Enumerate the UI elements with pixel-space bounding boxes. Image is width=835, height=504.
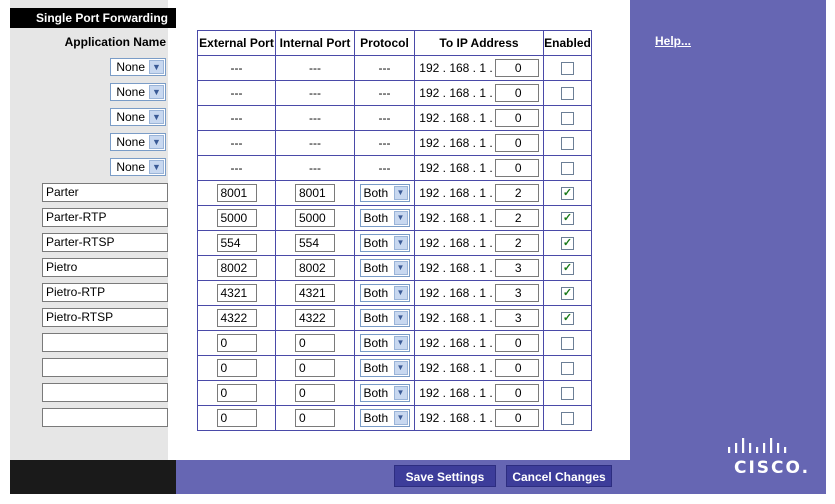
- table-row: [198, 206, 592, 231]
- ip-prefix: 192 . 168 . 1 .: [419, 311, 493, 325]
- external-port-input[interactable]: 8001: [217, 184, 257, 202]
- application-name-input[interactable]: Pietro: [42, 258, 168, 277]
- internal-port-input[interactable]: 8001: [295, 184, 335, 202]
- external-port-input[interactable]: 0: [217, 384, 257, 402]
- table-row: [198, 131, 592, 156]
- internal-port-input[interactable]: 554: [295, 234, 335, 252]
- external-port-cell: [198, 281, 276, 306]
- application-name-input[interactable]: Pietro-RTSP: [42, 308, 168, 327]
- external-port-cell: ---: [198, 131, 276, 156]
- protocol-select[interactable]: Both ▼: [360, 359, 410, 377]
- protocol-select[interactable]: Both ▼: [360, 184, 410, 202]
- help-link[interactable]: Help...: [655, 34, 692, 48]
- internal-port-cell: [276, 331, 355, 356]
- enabled-checkbox[interactable]: [561, 137, 574, 150]
- enabled-checkbox[interactable]: [561, 362, 574, 375]
- column-header-external-port: External Port: [198, 31, 276, 56]
- protocol-select[interactable]: Both ▼: [360, 284, 410, 302]
- ip-cell: [415, 81, 544, 106]
- protocol-cell: ---: [355, 156, 415, 181]
- ip-cell: [415, 206, 544, 231]
- internal-port-cell: ---: [276, 131, 355, 156]
- application-name-input[interactable]: Parter-RTSP: [42, 233, 168, 252]
- ip-prefix: 192 . 168 . 1 .: [419, 261, 493, 275]
- application-select[interactable]: None ▼: [110, 58, 166, 76]
- enabled-checkbox[interactable]: [561, 412, 574, 425]
- ip-last-octet-input[interactable]: 2: [495, 184, 539, 202]
- ip-cell: [415, 131, 544, 156]
- chevron-down-icon: ▼: [394, 311, 408, 325]
- application-name-input[interactable]: [42, 408, 168, 427]
- table-row: [198, 56, 592, 81]
- ip-cell: [415, 56, 544, 81]
- internal-port-cell: [276, 406, 355, 431]
- table-row: [198, 181, 592, 206]
- table-row: [198, 356, 592, 381]
- application-name-input[interactable]: [42, 358, 168, 377]
- internal-port-input[interactable]: 0: [295, 334, 335, 352]
- external-port-cell: [198, 231, 276, 256]
- ip-prefix: 192 . 168 . 1 .: [419, 161, 493, 175]
- ip-last-octet-input[interactable]: 2: [495, 234, 539, 252]
- table-row: [198, 81, 592, 106]
- chevron-down-icon: ▼: [149, 60, 164, 74]
- help-panel: [630, 0, 826, 460]
- ip-prefix: 192 . 168 . 1 .: [419, 336, 493, 350]
- internal-port-input[interactable]: 4322: [295, 309, 335, 327]
- external-port-input[interactable]: 4322: [217, 309, 257, 327]
- chevron-down-icon: ▼: [394, 361, 408, 375]
- enabled-cell: [544, 81, 592, 106]
- external-port-cell: [198, 406, 276, 431]
- section-title: Single Port Forwarding: [10, 8, 176, 28]
- protocol-cell: [355, 381, 415, 406]
- internal-port-input[interactable]: 0: [295, 409, 335, 427]
- enabled-checkbox[interactable]: ✓: [562, 287, 573, 300]
- external-port-cell: [198, 356, 276, 381]
- enabled-cell: [544, 231, 592, 256]
- enabled-cell: [544, 281, 592, 306]
- internal-port-input[interactable]: 8002: [295, 259, 335, 277]
- enabled-checkbox[interactable]: [561, 387, 574, 400]
- external-port-cell: ---: [198, 81, 276, 106]
- enabled-checkbox[interactable]: [561, 337, 574, 350]
- external-port-input[interactable]: 4321: [217, 284, 257, 302]
- ip-last-octet-input[interactable]: 0: [495, 359, 539, 377]
- enabled-checkbox[interactable]: ✓: [562, 312, 573, 325]
- internal-port-cell: [276, 381, 355, 406]
- enabled-cell: [544, 181, 592, 206]
- enabled-checkbox[interactable]: [561, 162, 574, 175]
- enabled-cell: [544, 256, 592, 281]
- protocol-cell: [355, 206, 415, 231]
- table-row: [198, 106, 592, 131]
- ip-last-octet-input[interactable]: 0: [495, 59, 539, 77]
- application-name-heading: Application Name: [64, 35, 166, 49]
- internal-port-cell: [276, 356, 355, 381]
- enabled-checkbox[interactable]: ✓: [562, 212, 573, 225]
- protocol-select[interactable]: Both ▼: [360, 234, 410, 252]
- ip-last-octet-input[interactable]: 0: [495, 134, 539, 152]
- ip-cell: [415, 256, 544, 281]
- ip-prefix: 192 . 168 . 1 .: [419, 236, 493, 250]
- application-name-input[interactable]: Parter-RTP: [42, 208, 168, 227]
- enabled-checkbox[interactable]: [561, 62, 574, 75]
- column-header-enabled: Enabled: [544, 31, 592, 56]
- protocol-cell: [355, 231, 415, 256]
- table-row: [198, 281, 592, 306]
- enabled-cell: [544, 406, 592, 431]
- table-row: [198, 381, 592, 406]
- internal-port-cell: [276, 256, 355, 281]
- protocol-cell: [355, 331, 415, 356]
- ip-cell: [415, 181, 544, 206]
- enabled-cell: [544, 56, 592, 81]
- chevron-down-icon: ▼: [394, 236, 408, 250]
- chevron-down-icon: ▼: [394, 336, 408, 350]
- table-header-row: [198, 31, 592, 56]
- chevron-down-icon: ▼: [149, 160, 164, 174]
- internal-port-input[interactable]: 0: [295, 384, 335, 402]
- ip-cell: [415, 231, 544, 256]
- ip-prefix: 192 . 168 . 1 .: [419, 411, 493, 425]
- table-row: [198, 406, 592, 431]
- table-row: [198, 231, 592, 256]
- ip-last-octet-input[interactable]: 0: [495, 334, 539, 352]
- footer-left: [10, 460, 176, 494]
- cancel-changes-button[interactable]: Cancel Changes: [506, 465, 612, 487]
- internal-port-cell: [276, 231, 355, 256]
- ip-cell: [415, 156, 544, 181]
- enabled-cell: [544, 206, 592, 231]
- ip-cell: [415, 281, 544, 306]
- external-port-cell: ---: [198, 106, 276, 131]
- ip-last-octet-input[interactable]: 3: [495, 259, 539, 277]
- application-select[interactable]: None ▼: [110, 158, 166, 176]
- chevron-down-icon: ▼: [394, 286, 408, 300]
- external-port-cell: [198, 181, 276, 206]
- ip-last-octet-input[interactable]: 0: [495, 409, 539, 427]
- ip-last-octet-input[interactable]: 3: [495, 284, 539, 302]
- protocol-cell: [355, 281, 415, 306]
- external-port-cell: [198, 256, 276, 281]
- save-settings-button[interactable]: Save Settings: [394, 465, 496, 487]
- ip-last-octet-input[interactable]: 2: [495, 209, 539, 227]
- protocol-cell: [355, 406, 415, 431]
- chevron-down-icon: ▼: [149, 110, 164, 124]
- application-name-input[interactable]: [42, 383, 168, 402]
- ip-prefix: 192 . 168 . 1 .: [419, 136, 493, 150]
- protocol-select[interactable]: Both ▼: [360, 409, 410, 427]
- ip-prefix: 192 . 168 . 1 .: [419, 211, 493, 225]
- column-header-protocol: Protocol: [355, 31, 415, 56]
- application-select[interactable]: None ▼: [110, 83, 166, 101]
- ip-last-octet-input[interactable]: 0: [495, 159, 539, 177]
- panel-divider: [168, 0, 176, 460]
- ip-last-octet-input[interactable]: 3: [495, 309, 539, 327]
- external-port-input[interactable]: 8002: [217, 259, 257, 277]
- protocol-select[interactable]: Both ▼: [360, 334, 410, 352]
- external-port-cell: ---: [198, 56, 276, 81]
- ip-last-octet-input[interactable]: 0: [495, 384, 539, 402]
- application-name-input[interactable]: Parter: [42, 183, 168, 202]
- chevron-down-icon: ▼: [394, 211, 408, 225]
- port-forwarding-table: [197, 30, 592, 431]
- external-port-cell: ---: [198, 156, 276, 181]
- table-row: [198, 156, 592, 181]
- table-row: [198, 331, 592, 356]
- enabled-checkbox[interactable]: ✓: [562, 262, 573, 275]
- chevron-down-icon: ▼: [394, 411, 408, 425]
- enabled-cell: [544, 356, 592, 381]
- application-name-input[interactable]: [42, 333, 168, 352]
- protocol-select[interactable]: Both ▼: [360, 209, 410, 227]
- internal-port-input[interactable]: 4321: [295, 284, 335, 302]
- external-port-input[interactable]: 5000: [217, 209, 257, 227]
- protocol-cell: ---: [355, 81, 415, 106]
- cisco-bars-icon: [726, 438, 806, 458]
- internal-port-cell: ---: [276, 56, 355, 81]
- chevron-down-icon: ▼: [149, 135, 164, 149]
- enabled-cell: [544, 131, 592, 156]
- internal-port-cell: ---: [276, 156, 355, 181]
- ip-cell: [415, 306, 544, 331]
- protocol-cell: [355, 306, 415, 331]
- enabled-checkbox[interactable]: [561, 112, 574, 125]
- external-port-cell: [198, 381, 276, 406]
- enabled-cell: [544, 156, 592, 181]
- ip-prefix: 192 . 168 . 1 .: [419, 186, 493, 200]
- column-header-to-ip: To IP Address: [415, 31, 544, 56]
- protocol-cell: [355, 356, 415, 381]
- table-row: [198, 306, 592, 331]
- internal-port-cell: [276, 181, 355, 206]
- external-port-input[interactable]: 0: [217, 334, 257, 352]
- protocol-select[interactable]: Both ▼: [360, 309, 410, 327]
- external-port-input[interactable]: 0: [217, 409, 257, 427]
- enabled-cell: [544, 331, 592, 356]
- protocol-select[interactable]: Both ▼: [360, 259, 410, 277]
- enabled-cell: [544, 306, 592, 331]
- chevron-down-icon: ▼: [394, 386, 408, 400]
- enabled-checkbox[interactable]: [561, 87, 574, 100]
- internal-port-cell: [276, 281, 355, 306]
- ip-prefix: 192 . 168 . 1 .: [419, 86, 493, 100]
- external-port-input[interactable]: 0: [217, 359, 257, 377]
- internal-port-cell: ---: [276, 81, 355, 106]
- protocol-select[interactable]: Both ▼: [360, 384, 410, 402]
- external-port-cell: [198, 206, 276, 231]
- chevron-down-icon: ▼: [394, 186, 408, 200]
- ip-cell: [415, 406, 544, 431]
- internal-port-cell: [276, 206, 355, 231]
- ip-prefix: 192 . 168 . 1 .: [419, 386, 493, 400]
- ip-prefix: 192 . 168 . 1 .: [419, 111, 493, 125]
- internal-port-cell: ---: [276, 106, 355, 131]
- protocol-cell: ---: [355, 131, 415, 156]
- ip-last-octet-input[interactable]: 0: [495, 109, 539, 127]
- chevron-down-icon: ▼: [149, 85, 164, 99]
- enabled-cell: [544, 381, 592, 406]
- ip-cell: [415, 331, 544, 356]
- column-header-internal-port: Internal Port: [276, 31, 355, 56]
- enabled-checkbox[interactable]: ✓: [562, 237, 573, 250]
- internal-port-input[interactable]: 5000: [295, 209, 335, 227]
- external-port-cell: [198, 331, 276, 356]
- ip-prefix: 192 . 168 . 1 .: [419, 61, 493, 75]
- protocol-cell: [355, 181, 415, 206]
- ip-prefix: 192 . 168 . 1 .: [419, 361, 493, 375]
- enabled-cell: [544, 106, 592, 131]
- external-port-input[interactable]: 554: [217, 234, 257, 252]
- internal-port-cell: [276, 306, 355, 331]
- enabled-checkbox[interactable]: ✓: [562, 187, 573, 200]
- application-select[interactable]: None ▼: [110, 133, 166, 151]
- ip-cell: [415, 356, 544, 381]
- internal-port-input[interactable]: 0: [295, 359, 335, 377]
- cisco-wordmark: CISCO.: [734, 458, 811, 478]
- ip-last-octet-input[interactable]: 0: [495, 84, 539, 102]
- chevron-down-icon: ▼: [394, 261, 408, 275]
- ip-prefix: 192 . 168 . 1 .: [419, 286, 493, 300]
- application-name-input[interactable]: Pietro-RTP: [42, 283, 168, 302]
- external-port-cell: [198, 306, 276, 331]
- ip-cell: [415, 106, 544, 131]
- application-select[interactable]: None ▼: [110, 108, 166, 126]
- table-row: [198, 256, 592, 281]
- protocol-cell: ---: [355, 106, 415, 131]
- protocol-cell: ---: [355, 56, 415, 81]
- ip-cell: [415, 381, 544, 406]
- protocol-cell: [355, 256, 415, 281]
